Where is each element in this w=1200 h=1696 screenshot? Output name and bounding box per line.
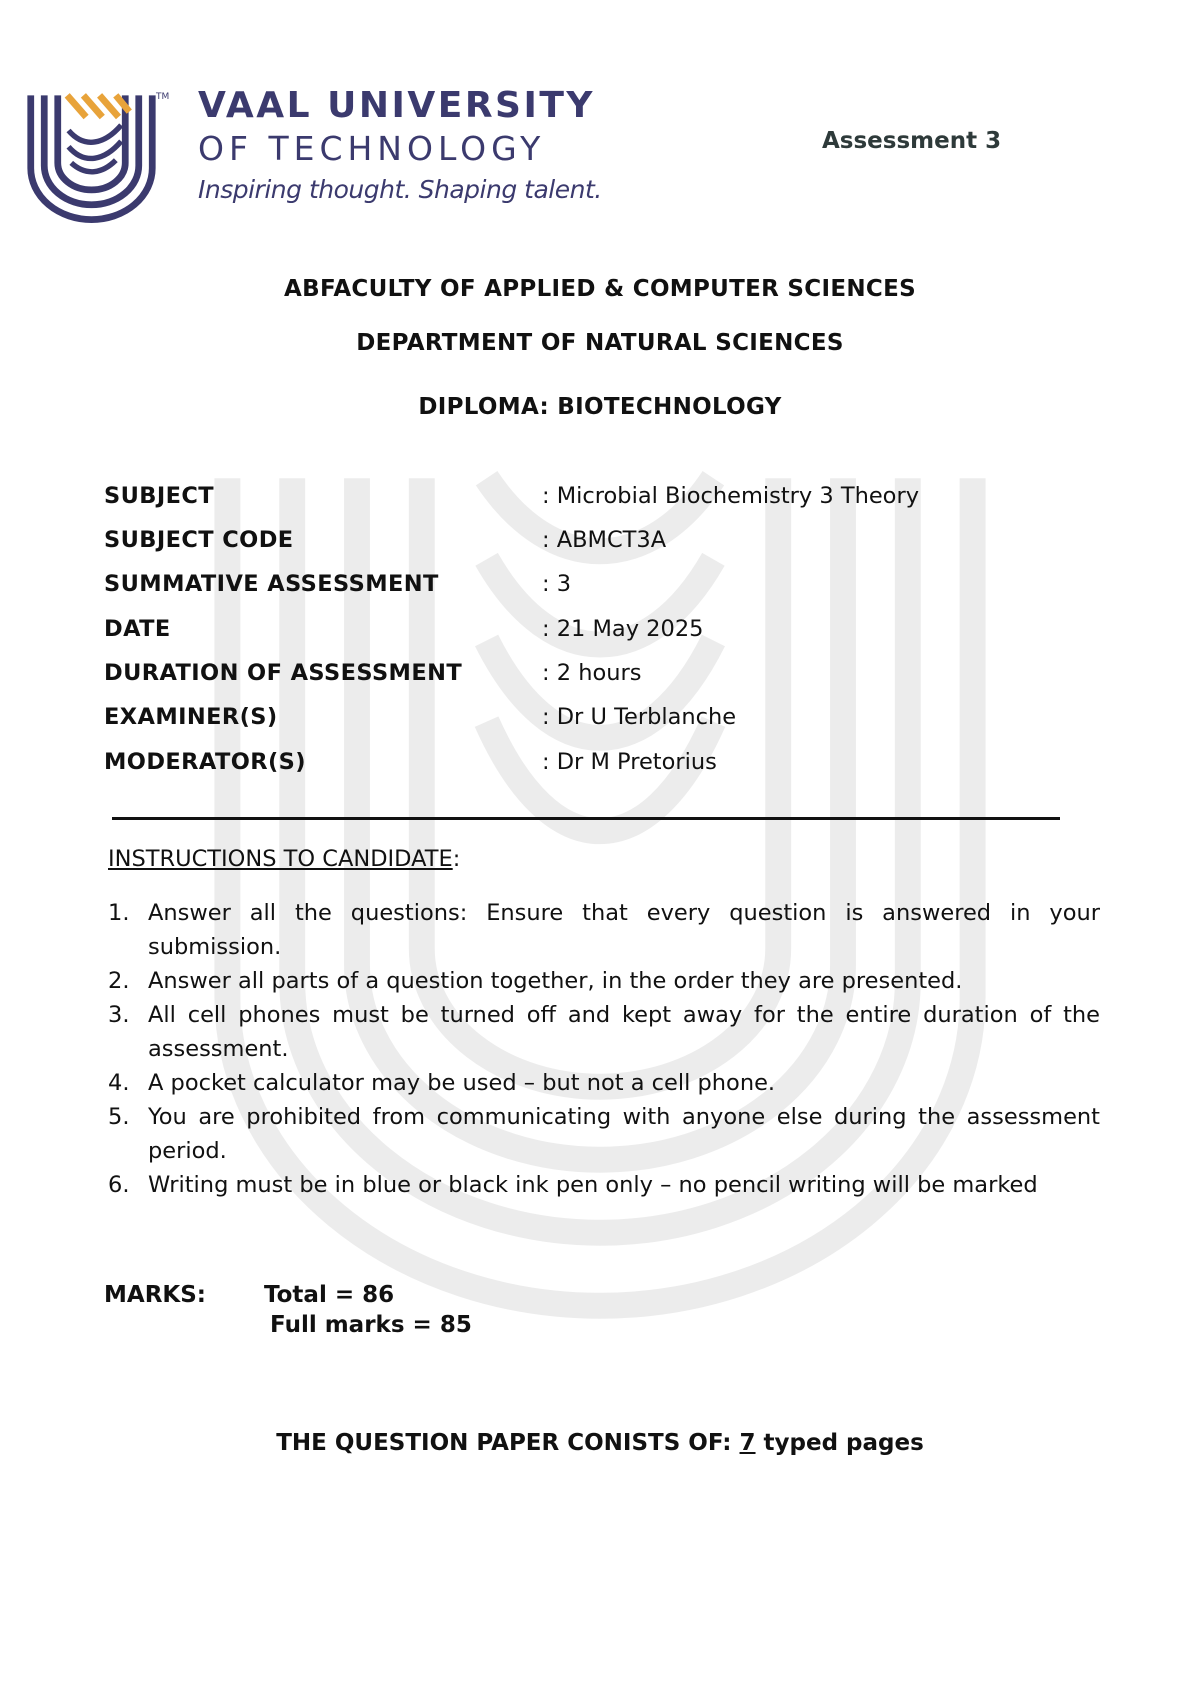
detail-label: DURATION OF ASSESSMENT (104, 660, 463, 686)
page-count-number: 7 (739, 1430, 756, 1456)
instruction-item (108, 1100, 1100, 1168)
marks-full: Full marks = 85 (270, 1312, 472, 1338)
detail-label: SUBJECT (104, 483, 215, 509)
instruction-number: 4. (108, 1070, 130, 1096)
instruction-text: Answer all the questions: Ensure that every question is answered in your submission. (148, 900, 1100, 960)
diploma-heading: DIPLOMA: BIOTECHNOLOGY (418, 394, 782, 420)
instruction-number: 1. (108, 900, 130, 926)
detail-row-subject (104, 483, 1004, 513)
page-count-suffix: typed pages (755, 1430, 924, 1456)
department-heading: DEPARTMENT OF NATURAL SCIENCES (356, 330, 844, 356)
university-tagline: Inspiring thought. Shaping talent. (198, 175, 602, 204)
detail-row-examiner (104, 704, 1004, 734)
instruction-text: Writing must be in blue or black ink pen only – no pencil writing will be marked (148, 1172, 1038, 1198)
detail-row-duration (104, 660, 1004, 690)
detail-label: EXAMINER(S) (104, 704, 278, 730)
detail-value: : 2 hours (542, 660, 642, 686)
instruction-item (108, 964, 1100, 998)
instruction-number: 3. (108, 1002, 130, 1028)
detail-label: MODERATOR(S) (104, 749, 306, 775)
detail-value: : Dr M Pretorius (542, 749, 717, 775)
marks-total: Total = 86 (264, 1282, 395, 1308)
university-name: VAAL UNIVERSITY (198, 85, 595, 126)
university-logo (24, 90, 159, 225)
instructions-title-text: INSTRUCTIONS TO CANDIDATE (108, 846, 453, 872)
detail-value: : 3 (542, 571, 572, 597)
detail-label: DATE (104, 616, 171, 642)
instruction-text: All cell phones must be turned off and kept away for the entire duration of the assessment. (148, 1002, 1100, 1062)
detail-row-date (104, 616, 1004, 646)
instruction-item (108, 1066, 1100, 1100)
instruction-text: You are prohibited from communicating with anyone else during the assessment period. (148, 1104, 1100, 1164)
instructions-list (108, 896, 1100, 1202)
instruction-text: Answer all parts of a question together, in the order they are presented. (148, 968, 963, 994)
page-count-prefix: THE QUESTION PAPER CONISTS OF: (276, 1430, 740, 1456)
instruction-item (108, 998, 1100, 1066)
section-divider (112, 817, 1060, 820)
faculty-heading: ABFACULTY OF APPLIED & COMPUTER SCIENCES (284, 276, 916, 302)
instruction-item (108, 1168, 1100, 1202)
detail-value: : Microbial Biochemistry 3 Theory (542, 483, 920, 509)
detail-row-summative-assessment (104, 571, 1004, 601)
instruction-item (108, 896, 1100, 964)
instruction-number: 5. (108, 1104, 130, 1130)
detail-value: : ABMCT3A (542, 527, 667, 553)
instructions-title (108, 846, 460, 872)
detail-value: : 21 May 2025 (542, 616, 704, 642)
instruction-number: 2. (108, 968, 130, 994)
marks-label: MARKS: (104, 1282, 206, 1308)
detail-label: SUMMATIVE ASSESSMENT (104, 571, 439, 597)
page-count-line (0, 1430, 1200, 1456)
instruction-number: 6. (108, 1172, 130, 1198)
detail-value: : Dr U Terblanche (542, 704, 737, 730)
detail-row-subject-code (104, 527, 1004, 557)
detail-label: SUBJECT CODE (104, 527, 294, 553)
instruction-text: A pocket calculator may be used – but not a cell phone. (148, 1070, 776, 1096)
university-brand (198, 86, 602, 208)
detail-row-moderator (104, 749, 1004, 779)
trademark-mark: TM (156, 92, 170, 102)
instructions-title-colon: : (452, 846, 461, 872)
assessment-label: Assessment 3 (822, 128, 1002, 154)
university-subtitle: OF TECHNOLOGY (198, 129, 546, 168)
